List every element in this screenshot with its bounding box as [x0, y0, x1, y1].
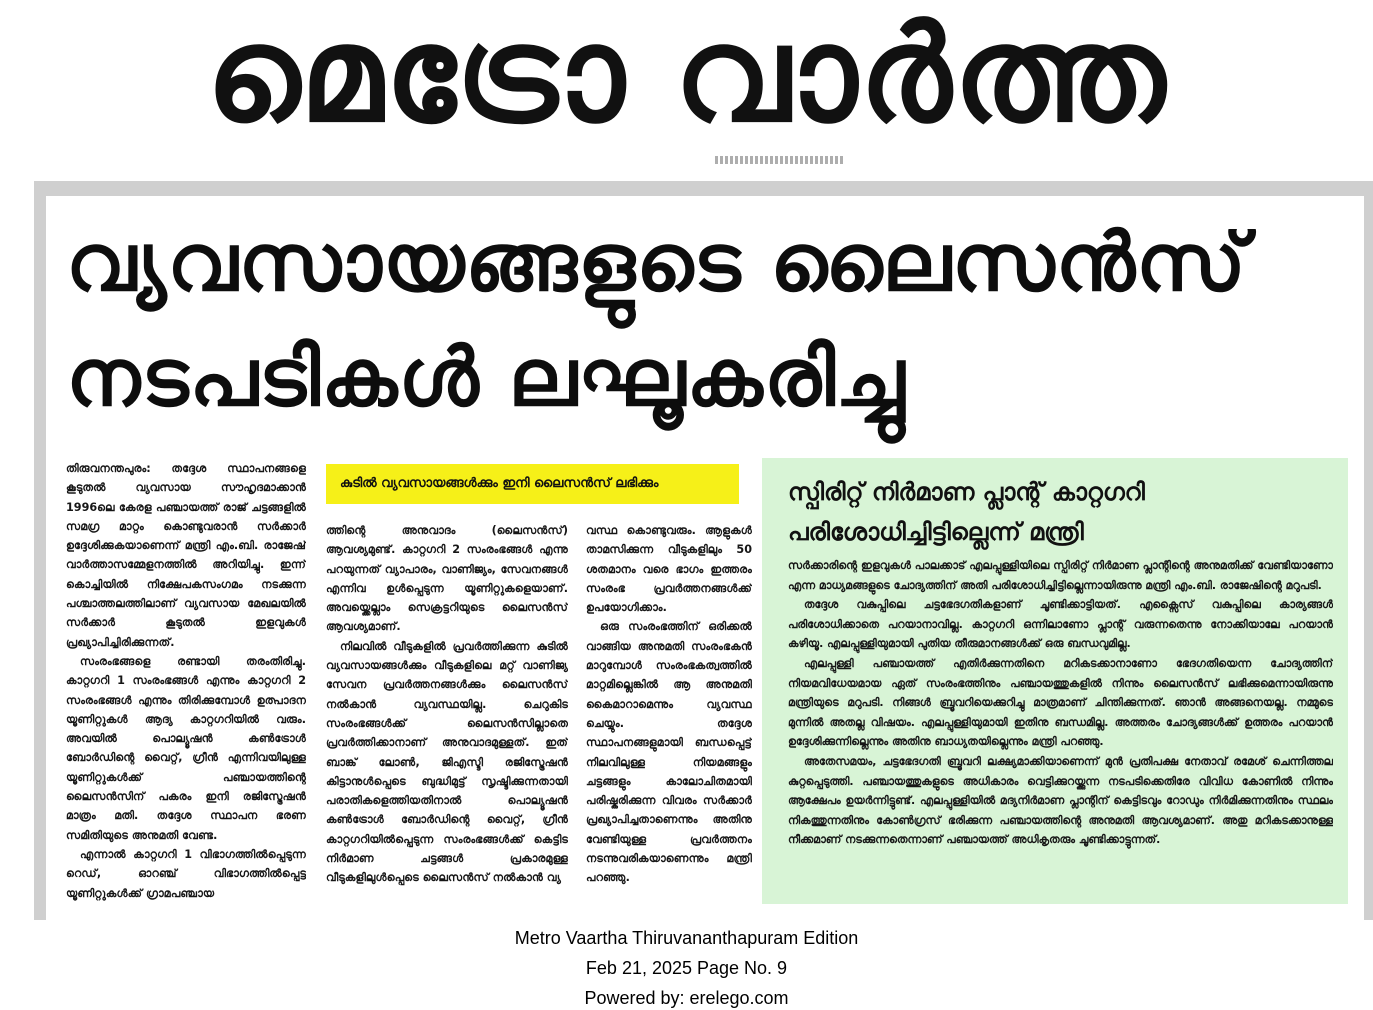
headline-line-2: നടപടികൾ ലഘൂകരിച്ചു: [66, 331, 906, 424]
paragraph: എലപ്പുള്ളി പഞ്ചായത്ത് എതിർക്കുന്നതിനെ മറികടക്കാനാണോ ഭേദഗതിയെന്ന ചോദ്യത്തിന് നിയമവിധേയമായ ഏത് സംരംഭത്തിനും പഞ്ചായത്തുകളിൽ നിന്നും ലൈസൻസ് ലഭിക്കുമെന്നായിരുന്നു മന്ത്രിയുടെ മറുപടി. നിങ്ങൾ ബ്രൂവറിയെക്കുറിച്ചു മാത്രമാണ് ചിന്തിക്കുന്നത്. ഞാൻ അങ്ങനെയല്ല. നമ്മുടെ മുന്നിൽ അതല്ല വിഷയം. എലപ്പുള്ളിയുമായി ഇതിനു ബന്ധമില്ല. അത്തരം ചോദ്യങ്ങൾക്ക് ഉത്തരം പറയാൻ ഉദ്ദേശിക്കുന്നില്ലെന്നും അതിനു ബാധ്യതയില്ലെന്നും മന്ത്രി പറഞ്ഞു.: [788, 656, 1333, 749]
article-column-3: [586, 521, 752, 904]
paragraph: ത്തിന്റെ അനുവാദം (ലൈസൻസ്) ആവശ്യമുണ്ട്. കാറ്റഗറി 2 സംരംഭങ്ങൾ എന്നു പറയുന്നത് വ്യാപാരം, വാണിജ്യം, സേവനങ്ങൾ എന്നിവ ഉൾപ്പെടുന്ന യൂണിറ്റുകളെയാണ്. അവയ്ക്കെല്ലാം സെക്രട്ടറിയുടെ ലൈസൻസ് ആവശ്യമാണ്.: [326, 524, 568, 634]
sidebar-title: സ്പിരിറ്റ് നിർമാണ പ്ലാന്റ് കാറ്റഗറി പരിശോധിച്ചിട്ടില്ലെന്ന് മന്ത്രി: [788, 478, 1145, 546]
sidebar-body: [788, 556, 1333, 896]
paragraph: ഒരു സംരംഭത്തിന് ഒരിക്കൽ വാങ്ങിയ അനുമതി സംരംഭകൻ മാറുമ്പോൾ സംരംഭകത്വത്തിൽ മാറ്റമില്ലെങ്കിൽ ആ അനുമതി കൈമാറാമെന്നും വ്യവസ്ഥ ചെയ്യും. തദ്ദേശ സ്ഥാപനങ്ങളുമായി ബന്ധപ്പെട്ട് നിലവിലുള്ള നിയമങ്ങളും ചട്ടങ്ങളും കാലോചിതമായി പരിഷ്കരിക്കുന്ന വിവരം സർക്കാർ പ്രഖ്യാപിച്ചതാണെന്നും അതിനു വേണ്ടിയുള്ള പ്രവർത്തനം നടന്നുവരികയാണെന്നും മന്ത്രി പറഞ്ഞു.: [586, 620, 752, 885]
subhead-text: കുടിൽ വ്യവസായങ്ങൾക്കും ഇനി ലൈസൻസ് ലഭിക്കും: [340, 476, 659, 491]
footer-powered-by: Powered by: erelego.com: [584, 988, 789, 1008]
masthead: [0, 0, 1373, 170]
paragraph: സർക്കാരിന്റെ ഇളവുകൾ പാലക്കാട് എലപ്പുള്ളിയിലെ സ്പിരിറ്റ് നിർമാണ പ്ലാന്റിന്റെ അനുമതിക്ക് വേണ്ടിയാണോ എന്ന മാധ്യമങ്ങളുടെ ചോദ്യത്തിന് അതി പരിശോധിച്ചിട്ടില്ലെന്നായിരുന്നു മന്ത്രി എം.ബി. രാജേഷിന്റെ മറുപടി.: [788, 559, 1333, 592]
paragraph: തിരുവനന്തപുരം: തദ്ദേശ സ്ഥാപനങ്ങളെ കൂടുതൽ വ്യവസായ സൗഹൃദമാക്കാൻ 1996ലെ കേരള പഞ്ചായത്ത് രാജ് ചട്ടങ്ങളിൽ സമഗ്ര മാറ്റം കൊണ്ടുവരാൻ സർക്കാർ ഉദ്ദേശിക്കുകയാണെന്ന് മന്ത്രി എം.ബി. രാജേഷ് വാർത്താസമ്മേളനത്തിൽ അറിയിച്ചു. ഇന്ന് കൊച്ചിയിൽ നിക്ഷേപകസംഗമം നടക്കുന്ന പശ്ചാത്തലത്തിലാണ് വ്യവസായ മേഖലയിൽ സർക്കാർ കൂടുതൽ ഇളവുകൾ പ്രഖ്യാപിച്ചിരിക്കുന്നത്.: [66, 462, 306, 649]
paragraph: നിലവിൽ വീടുകളിൽ പ്രവർത്തിക്കുന്ന കുടിൽ വ്യവസായങ്ങൾക്കും വീടുകളിലെ മറ്റ് വാണിജ്യ സേവന പ്രവർത്തനങ്ങൾക്കും ലൈസൻസ് നൽകാൻ വ്യവസ്ഥയില്ല. ചെറുകിട സംരംഭങ്ങൾക്ക് ലൈസൻസില്ലാതെ പ്രവർത്തിക്കാനാണ് അനുവാദമുള്ളത്. ഇത് ബാങ്ക് ലോൺ, ജിഎസ്ടി രജിസ്ട്രേഷൻ കിട്ടാനുൾപ്പെടെ ബുദ്ധിമുട്ട് സൃഷ്ടിക്കുന്നതായി പരാതികളെത്തിയതിനാൽ പൊല്യൂഷൻ കൺട്രോൾ ബോർഡിന്റെ വൈറ്റ്, ഗ്രീൻ കാറ്റഗറിയിൽപ്പെടുന്ന സംരംഭങ്ങൾക്ക് കെട്ടിട നിർമാണ ചട്ടങ്ങൾ പ്രകാരമുള്ള വീടുകളിലുൾപ്പെടെ ലൈസൻസ് നൽകാൻ വ്യ: [326, 639, 568, 885]
headline-line-1: വ്യവസായങ്ങളുടെ ലൈസൻസ്: [66, 216, 1247, 309]
paragraph: അതേസമയം, ചട്ടഭേദഗതി ബ്രൂവറി ലക്ഷ്യമാക്കിയാണെന്ന് മുൻ പ്രതിപക്ഷ നേതാവ് രമേശ് ചെന്നിത്തല കുറ്റപ്പെടുത്തി. പഞ്ചായത്തുകളുടെ അധികാരം വെട്ടിക്കുറയ്ക്കുന്ന നടപടിക്കെതിരേ വിവിധ കോണിൽ നിന്നും ആക്ഷേപം ഉയർന്നിട്ടുണ്ട്. എലപ്പുള്ളിയിൽ മദ്യനിർമാണ പ്ലാന്റിന് കെട്ടിടവും റോഡും നിർമിക്കുന്നതിനും സ്ഥലം നികത്തുന്നതിനും കോൺഗ്രസ് ഭരിക്കുന്ന പഞ്ചായത്തിന്റെ അനുമതി ആവശ്യമാണ്. അതു മറികടക്കാനുള്ള നീക്കമാണ് നടക്കുന്നതെന്നാണ് പഞ്ചായത്ത് അധികൃതരും ചൂണ്ടിക്കാട്ടുന്നത്.: [788, 754, 1333, 847]
masthead-title: മെട്രോ വാർത്ത: [205, 0, 1168, 152]
paragraph: തദ്ദേശ വകുപ്പിലെ ചട്ടഭേദഗതികളാണ് ചൂണ്ടിക്കാട്ടിയത്. എക്സൈസ് വകുപ്പിലെ കാര്യങ്ങൾ പരിശോധിക്കാതെ പറയാനാവില്ല. കാറ്റഗറി ഒന്നിലാണോ പ്ലാന്റ് വരുന്നതെന്നു നോക്കിയാലേ പറയാൻ കഴിയൂ. എലപ്പുള്ളിയുമായി പുതിയ തീരുമാനങ്ങൾക്ക് ഒരു ബന്ധവുമില്ല.: [788, 598, 1333, 651]
footer-date-page: Feb 21, 2025 Page No. 9: [585, 958, 788, 978]
article-column-1: [66, 459, 306, 904]
article-column-2: [326, 521, 568, 904]
masthead-subtitle-smudge: [715, 156, 845, 164]
paragraph: എന്നാൽ കാറ്റഗറി 1 വിഭാഗത്തിൽപ്പെടുന്ന റെഡ്, ഓറഞ്ച് വിഭാഗത്തിൽപ്പെട്ട യൂണിറ്റുകൾക്ക് ഗ്രാമപഞ്ചായ: [66, 847, 306, 900]
footer-edition: Metro Vaartha Thiruvananthapuram Edition: [514, 928, 859, 948]
paragraph: വസ്ഥ കൊണ്ടുവരും. ആളുകൾ താമസിക്കുന്ന വീടുകളിലും 50 ശതമാനം വരെ ഭാഗം ഇത്തരം സംരംഭ പ്രവർത്തനങ്ങൾക്ക് ഉപയോഗിക്കാം.: [586, 524, 752, 615]
paragraph: സംരംഭങ്ങളെ രണ്ടായി തരംതിരിച്ചു. കാറ്റഗറി 1 സംരംഭങ്ങൾ എന്നും കാറ്റഗറി 2 സംരംഭങ്ങൾ എന്നും തിരിക്കുമ്പോൾ ഉത്പാദന യൂണിറ്റുകൾ ആദ്യ കാറ്റഗറിയിൽ വരും. അവയിൽ പൊല്യൂഷൻ കൺട്രോൾ ബോർഡിന്റെ വൈറ്റ്, ഗ്രീൻ എന്നിവയിലുള്ള യൂണിറ്റുകൾക്ക് പഞ്ചായത്തിന്റെ ലൈസൻസിന് പകരം ഇനി രജിസ്ട്രേഷൻ മാത്രം മതി. തദ്ദേശ സ്ഥാപന ഭരണ സമിതിയുടെ അനുമതി വേണ്ട.: [66, 654, 306, 842]
article-headline: [66, 205, 1356, 435]
